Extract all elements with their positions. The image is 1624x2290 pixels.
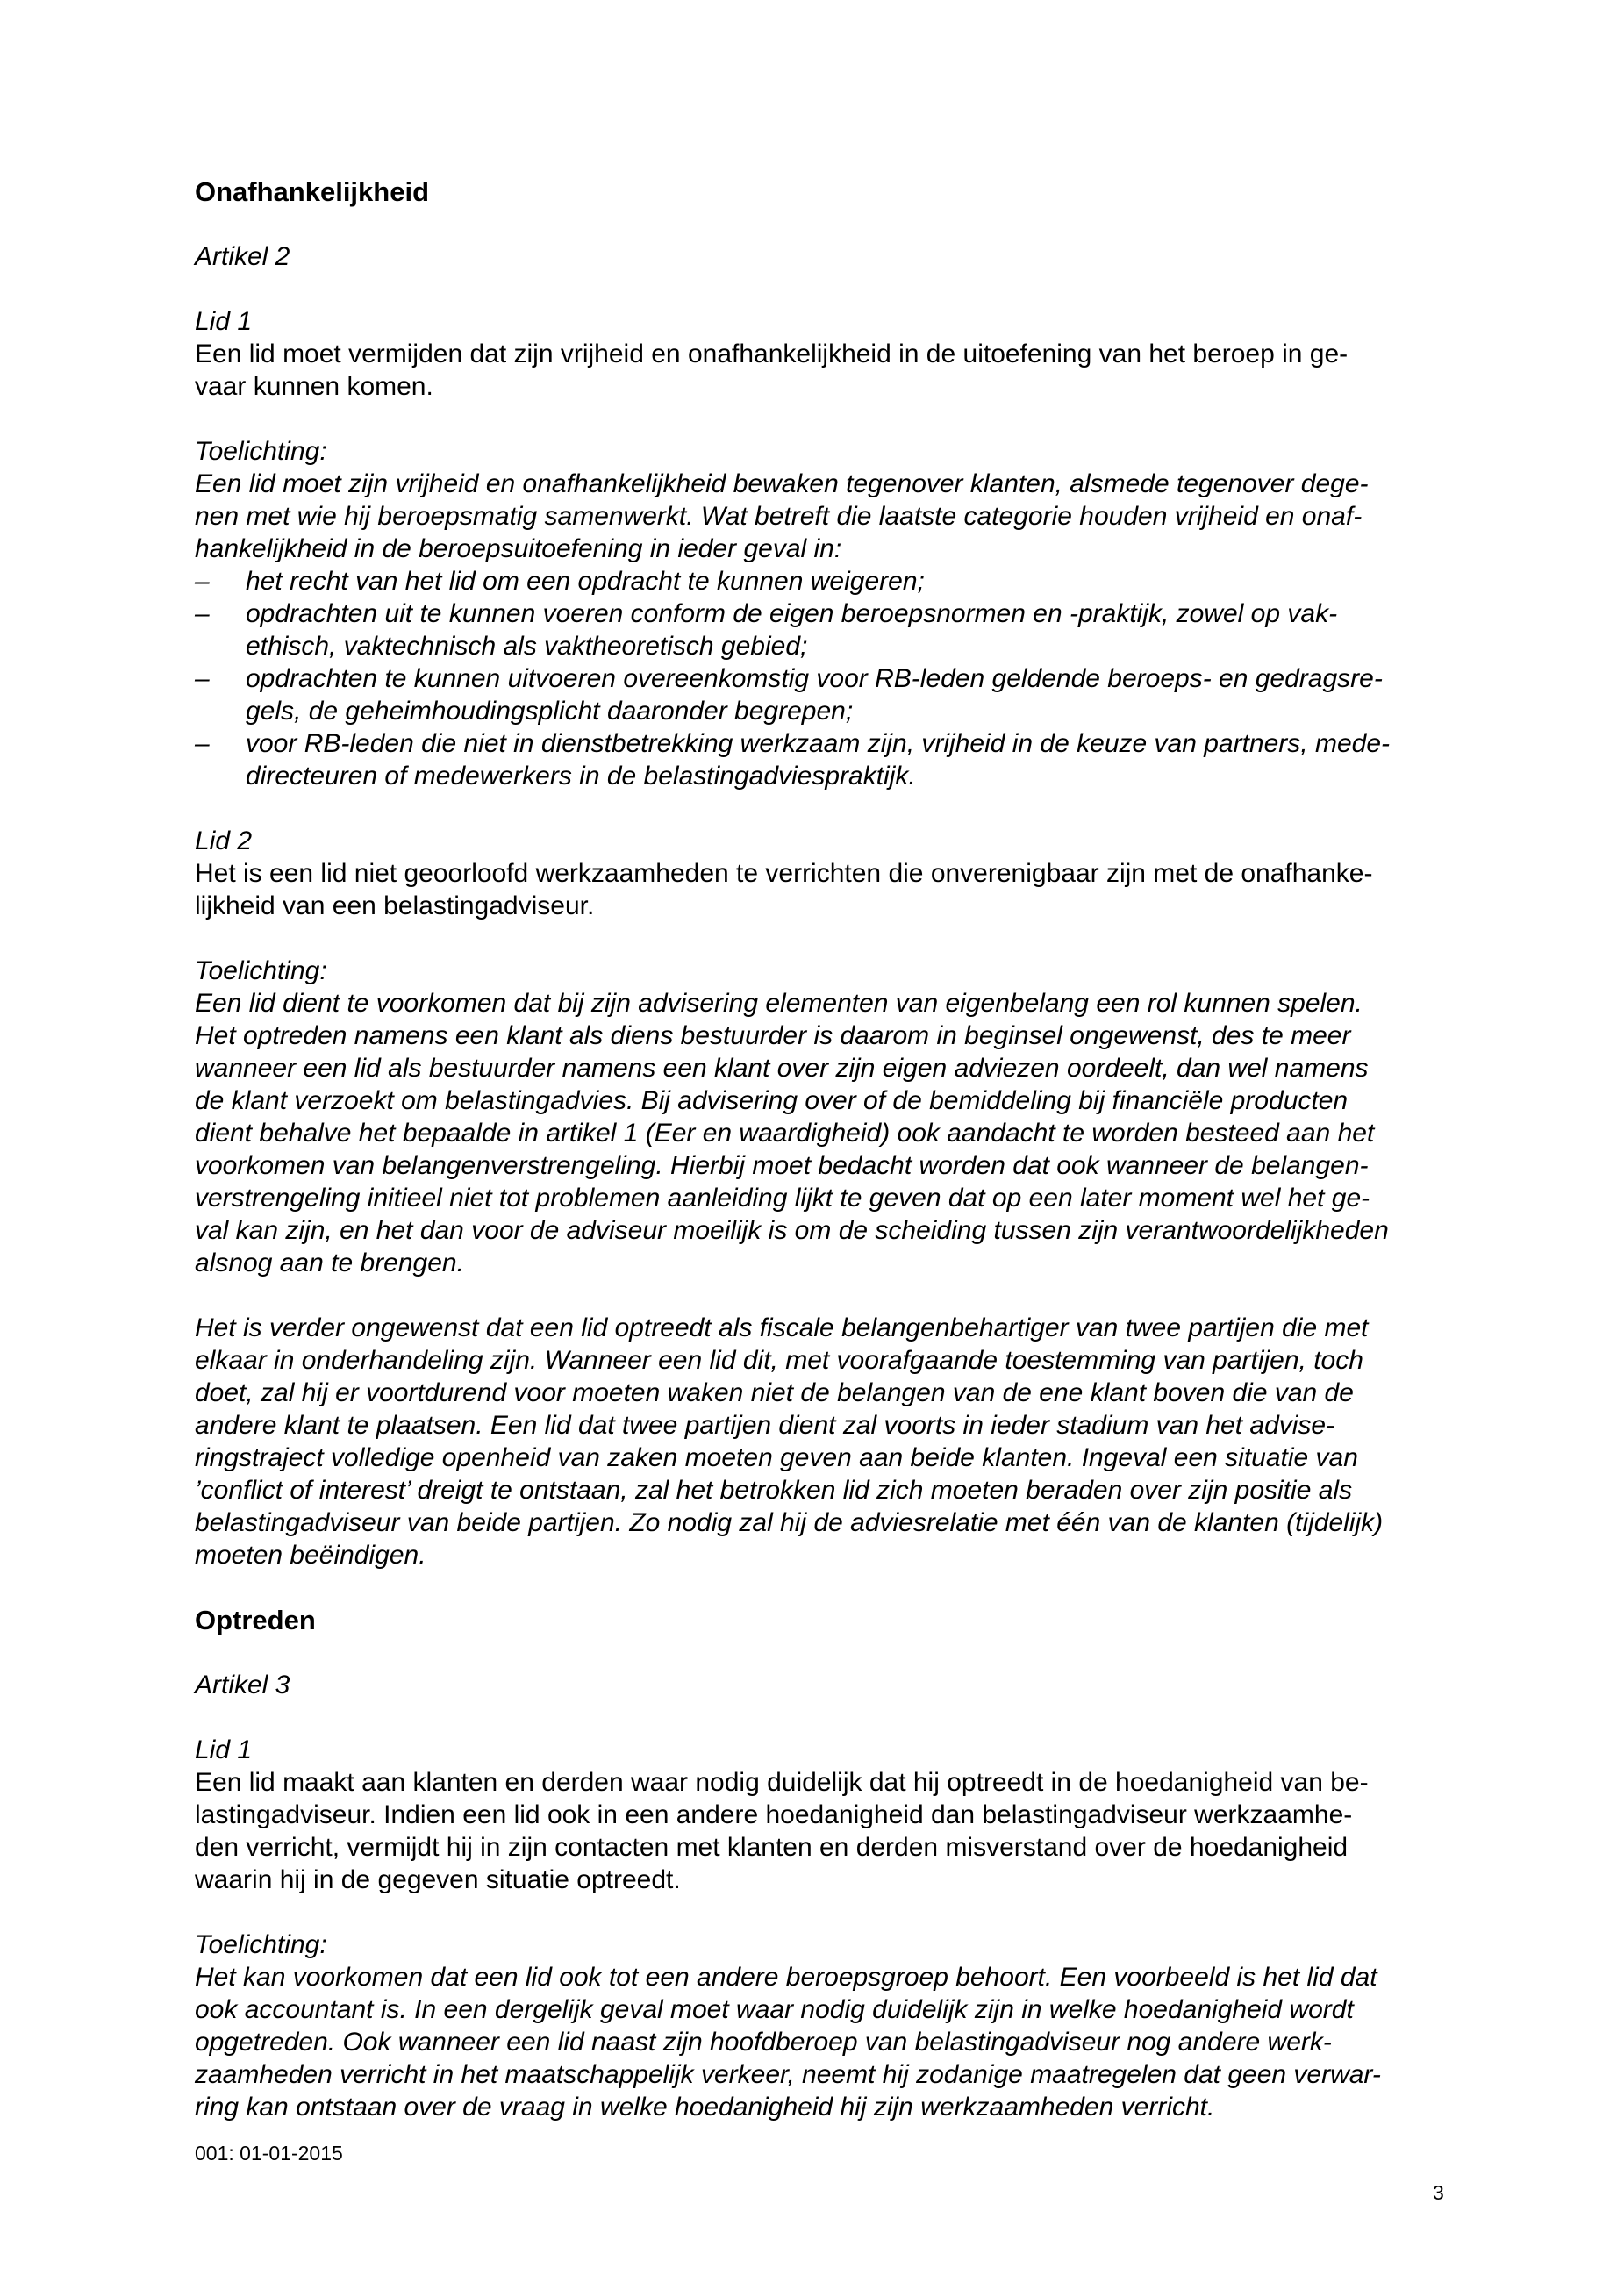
text-line: wanneer een lid als bestuurder namens een klant over zijn eigen adviezen oordeelt, dan wel namens	[195, 1054, 1369, 1083]
artikel-3-toelichting-1	[195, 1929, 1458, 2123]
text-line: opgetreden. Ook wanneer een lid naast zijn hoofdberoep van belastingadviseur nog andere werk-	[195, 2028, 1332, 2057]
artikel-3-lid-1	[195, 1734, 1458, 1896]
text-line: de klant verzoekt om belastingadvies. Bij advisering over of de bemiddeling bij financiële producten	[195, 1086, 1349, 1115]
text-line: Het is verder ongewenst dat een lid optreedt als fiscale belangenbehartiger van twee partijen die met	[195, 1313, 1369, 1342]
text-line: lastingadviseur. Indien een lid ook in een andere hoedanigheid dan belastingadviseur werkzaamhe-	[195, 1800, 1353, 1829]
text-line: Een lid moet zijn vrijheid en onafhankelijkheid bewaken tegenover klanten, alsmede tegenover dege-	[195, 469, 1369, 498]
text-line: elkaar in onderhandeling zijn. Wanneer een lid dit, met voorafgaande toestemming van partijen, toch	[195, 1346, 1363, 1375]
text-line: Een lid moet vermijden dat zijn vrijheid en onafhankelijkheid in de uitoefening van het beroep in ge-	[195, 340, 1349, 369]
list-item	[195, 565, 1458, 598]
dash-bullet: –	[195, 567, 210, 596]
text-line: ’conflict of interest’ dreigt te ontstaan, zal het betrokken lid zich moeten beraden over zijn positie als	[195, 1476, 1353, 1505]
toelichting-label: Toelichting:	[195, 956, 327, 985]
dash-bullet: –	[195, 599, 210, 628]
text-line: opdrachten te kunnen uitvoeren overeenkomstig voor RB-leden geldende beroeps- en gedragsre-	[246, 664, 1383, 693]
text-line: gels, de geheimhoudingsplicht daaronder begrepen;	[246, 697, 854, 726]
text-line: Het optreden namens een klant als diens bestuurder is daarom in beginsel ongewenst, des te meer	[195, 1021, 1351, 1050]
dash-bullet: –	[195, 729, 210, 758]
text-line: doet, zal hij er voortdurend voor moeten waken niet de belangen van de ene klant boven die van de	[195, 1378, 1354, 1407]
section-heading-onafhankelijkheid: Onafhankelijkheid	[195, 176, 430, 207]
text-line: val kan zijn, en het dan voor de adviseur moeilijk is om de scheiding tussen zijn verantwoordelijkheden	[195, 1216, 1389, 1245]
dash-bullet: –	[195, 664, 210, 693]
text-line: alsnog aan te brengen.	[195, 1249, 464, 1277]
text-line: Het is een lid niet geoorloofd werkzaamheden te verrichten die onverenigbaar zijn met de onafhanke-	[195, 859, 1373, 888]
lid-label: Lid 1	[195, 307, 253, 336]
footer-version-code: 001: 01-01-2015	[195, 2142, 343, 2165]
text-line: nen met wie hij beroepsmatig samenwerkt. Wat betreft die laatste categorie houden vrijheid en onaf-	[195, 502, 1363, 531]
artikel-2-label: Artikel 2	[195, 242, 290, 271]
text-line: ringstraject volledige openheid van zaken moeten geven aan beide klanten. Ingeval een situatie van	[195, 1443, 1358, 1472]
text-line: verstrengeling initieel niet tot problemen aanleiding lijkt te geven dat op een later moment wel het ge-	[195, 1184, 1370, 1213]
text-line: ring kan ontstaan over de vraag in welke hoedanigheid hij zijn werkzaamheden verricht.	[195, 2093, 1215, 2122]
document-page	[195, 175, 1458, 2156]
text-line: ook accountant is. In een dergelijk geval moet waar nodig duidelijk zijn in welke hoedanigheid wordt	[195, 1995, 1354, 2024]
text-line: belastingadviseur van beide partijen. Zo nodig zal hij de adviesrelatie met één van de klanten (tijdelijk)	[195, 1508, 1384, 1537]
artikel-2-lid-2	[195, 825, 1458, 922]
page-number: 3	[1433, 2181, 1444, 2204]
bullet-list	[195, 565, 1458, 792]
text-line: waarin hij in de gegeven situatie optreedt.	[195, 1865, 681, 1894]
text-line: vaar kunnen komen.	[195, 372, 433, 401]
artikel-2-lid-1	[195, 305, 1458, 403]
text-line: andere klant te plaatsen. Een lid dat twee partijen dient zal voorts in ieder stadium van het advise-	[195, 1411, 1335, 1440]
text-line: hankelijkheid in de beroepsuitoefening in ieder geval in:	[195, 534, 842, 563]
artikel-2-toelichting-2	[195, 955, 1458, 1279]
artikel-3-label: Artikel 3	[195, 1671, 290, 1700]
text-line: voor RB-leden die niet in dienstbetrekking werkzaam zijn, vrijheid in de keuze van partners, mede-	[246, 729, 1390, 758]
text-line: directeuren of medewerkers in de belastingadviespraktijk.	[246, 762, 916, 791]
text-line: dient behalve het bepaalde in artikel 1 (Eer en waardigheid) ook aandacht te worden besteed aan het	[195, 1119, 1375, 1148]
text-line: Een lid maakt aan klanten en derden waar nodig duidelijk dat hij optreedt in de hoedanigheid van be-	[195, 1768, 1369, 1797]
text-line: ethisch, vaktechnisch als vaktheoretisch gebied;	[246, 632, 808, 661]
text-line: zaamheden verricht in het maatschappelijk verkeer, neemt hij zodanige maatregelen dat geen verwar-	[195, 2060, 1381, 2089]
section-heading-optreden: Optreden	[195, 1605, 316, 1635]
text-line: opdrachten uit te kunnen voeren conform de eigen beroepsnormen en -praktijk, zowel op vak-	[246, 599, 1338, 628]
lid-label: Lid 1	[195, 1735, 253, 1764]
lid-label: Lid 2	[195, 827, 253, 855]
text-line: het recht van het lid om een opdracht te kunnen weigeren;	[246, 567, 925, 596]
text-line: voorkomen van belangenverstrengeling. Hierbij moet bedacht worden dat ook wanneer de belangen-	[195, 1151, 1369, 1180]
text-line: Een lid dient te voorkomen dat bij zijn advisering elementen van eigenbelang een rol kunnen spelen.	[195, 989, 1363, 1018]
text-line: Het kan voorkomen dat een lid ook tot een andere beroepsgroep behoort. Een voorbeeld is het lid dat	[195, 1963, 1377, 1992]
toelichting-label: Toelichting:	[195, 1930, 327, 1959]
text-line: lijkheid van een belastingadviseur.	[195, 891, 595, 920]
text-line: den verricht, vermijdt hij in zijn contacten met klanten en derden misverstand over de hoedanigheid	[195, 1833, 1349, 1862]
list-item	[195, 598, 1458, 662]
artikel-2-toelichting-1	[195, 435, 1458, 792]
artikel-2-toelichting-paragraph	[195, 1312, 1458, 1571]
toelichting-label: Toelichting:	[195, 437, 327, 466]
list-item	[195, 727, 1458, 792]
list-item	[195, 662, 1458, 727]
text-line: moeten beëindigen.	[195, 1541, 426, 1570]
